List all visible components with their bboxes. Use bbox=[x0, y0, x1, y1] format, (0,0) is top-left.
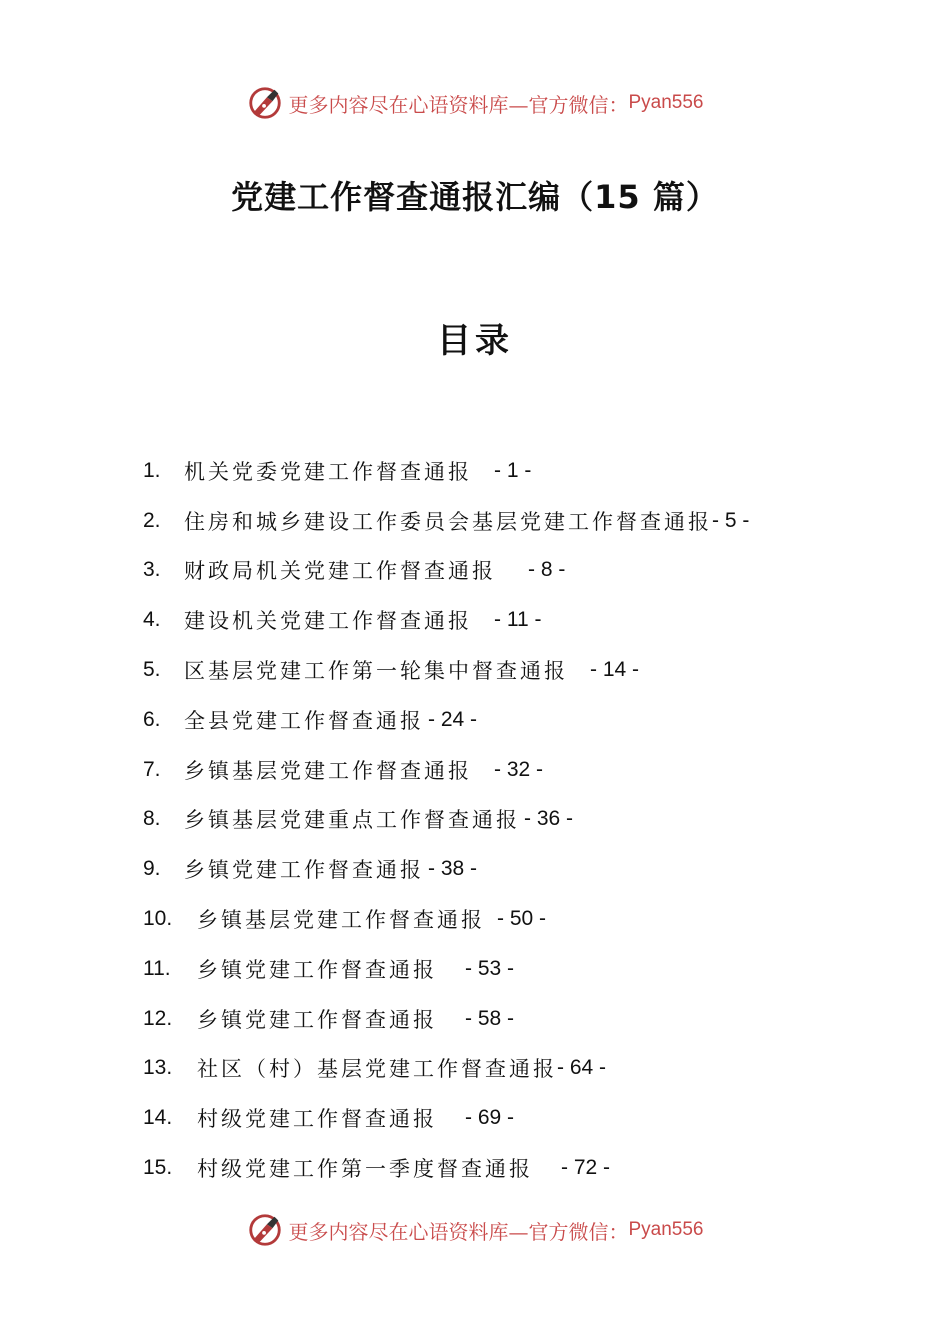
toc-entry-page-number: - 14 - bbox=[590, 658, 640, 682]
toc-entry-number: 4. bbox=[143, 608, 161, 632]
toc-entry-title: 住房和城乡建设工作委员会基层党建工作督查通报 bbox=[184, 509, 712, 534]
toc-entry[interactable] bbox=[143, 1143, 863, 1193]
toc-entry-title: 乡镇党建工作督查通报 bbox=[197, 957, 437, 982]
toc-entry[interactable] bbox=[143, 994, 863, 1044]
toc-entry[interactable] bbox=[143, 1044, 863, 1094]
toc-entry-page-number: - 38 - bbox=[428, 857, 478, 881]
toc-entry-page-number: - 58 - bbox=[465, 1006, 515, 1030]
toc-entry-number: 9. bbox=[143, 857, 161, 881]
toc-entry-number: 15. bbox=[143, 1156, 173, 1180]
toc-entry-title: 社区（村）基层党建工作督查通报 bbox=[197, 1057, 557, 1082]
toc-entry-title: 村级党建工作第一季度督查通报 bbox=[197, 1157, 533, 1182]
toc-entry-number: 1. bbox=[143, 458, 161, 482]
table-of-contents bbox=[143, 446, 863, 1193]
toc-entry-page-number: - 72 - bbox=[561, 1156, 611, 1180]
watermark-text: 更多内容尽在心语资料库—官方微信： bbox=[288, 1219, 629, 1244]
toc-entry-page-number: - 53 - bbox=[465, 956, 515, 980]
toc-entry-page-number: - 36 - bbox=[524, 807, 574, 831]
toc-entry-title: 建设机关党建工作督查通报 bbox=[184, 609, 472, 634]
toc-entry-page-number: - 11 - bbox=[494, 608, 542, 632]
toc-entry-title: 乡镇基层党建工作督查通报 bbox=[184, 758, 472, 783]
toc-entry[interactable] bbox=[143, 1093, 863, 1143]
toc-entry-title: 乡镇党建工作督查通报 bbox=[197, 1007, 437, 1032]
toc-entry-title: 区基层党建工作第一轮集中督查通报 bbox=[184, 659, 568, 684]
toc-entry[interactable] bbox=[143, 496, 863, 546]
toc-entry-title: 乡镇基层党建工作督查通报 bbox=[197, 908, 485, 933]
toc-entry-number: 13. bbox=[143, 1056, 173, 1080]
toc-entry-number: 5. bbox=[143, 658, 161, 682]
toc-entry-title: 乡镇基层党建重点工作督查通报 bbox=[184, 808, 520, 833]
watermark-wechat-id: Pyan556 bbox=[628, 1219, 704, 1240]
toc-entry-page-number: - 1 - bbox=[494, 458, 532, 482]
toc-entry[interactable] bbox=[143, 894, 863, 944]
pen-nib-logo-icon bbox=[246, 1211, 284, 1249]
toc-entry[interactable] bbox=[143, 446, 863, 496]
toc-entry-title: 乡镇党建工作督查通报 bbox=[184, 858, 424, 883]
watermark-wechat-id: Pyan556 bbox=[628, 92, 704, 113]
toc-entry[interactable] bbox=[143, 645, 863, 695]
toc-entry-number: 6. bbox=[143, 707, 161, 731]
toc-entry-page-number: - 24 - bbox=[428, 707, 478, 731]
toc-entry-title: 财政局机关党建工作督查通报 bbox=[184, 559, 496, 584]
toc-entry[interactable] bbox=[143, 595, 863, 645]
toc-entry-page-number: - 50 - bbox=[497, 907, 547, 931]
toc-entry-number: 8. bbox=[143, 807, 161, 831]
toc-entry-number: 7. bbox=[143, 757, 161, 781]
toc-entry[interactable] bbox=[143, 745, 863, 795]
toc-entry-number: 14. bbox=[143, 1106, 173, 1130]
toc-entry-page-number: - 64 - bbox=[557, 1056, 607, 1080]
toc-entry-number: 3. bbox=[143, 558, 161, 582]
document-title: 党建工作督查通报汇编（15 篇） bbox=[231, 178, 719, 216]
toc-entry[interactable] bbox=[143, 944, 863, 994]
toc-entry[interactable] bbox=[143, 844, 863, 894]
toc-entry[interactable] bbox=[143, 546, 863, 596]
toc-entry-number: 2. bbox=[143, 508, 161, 532]
toc-entry-title: 全县党建工作督查通报 bbox=[184, 708, 424, 733]
toc-entry-page-number: - 69 - bbox=[465, 1106, 515, 1130]
header-watermark bbox=[0, 84, 950, 122]
watermark-text: 更多内容尽在心语资料库—官方微信： bbox=[288, 92, 629, 117]
toc-entry[interactable] bbox=[143, 795, 863, 845]
toc-entry-title: 机关党委党建工作督查通报 bbox=[184, 459, 472, 484]
toc-entry-number: 12. bbox=[143, 1006, 173, 1030]
toc-entry-page-number: - 8 - bbox=[528, 558, 566, 582]
toc-entry-number: 10. bbox=[143, 907, 173, 931]
toc-heading: 目录 bbox=[437, 321, 513, 361]
toc-entry-page-number: - 32 - bbox=[494, 757, 544, 781]
footer-watermark bbox=[0, 1211, 950, 1249]
toc-entry[interactable] bbox=[143, 695, 863, 745]
toc-entry-page-number: - 5 - bbox=[712, 508, 750, 532]
toc-entry-title: 村级党建工作督查通报 bbox=[197, 1107, 437, 1132]
pen-nib-logo-icon bbox=[246, 84, 284, 122]
toc-entry-number: 11. bbox=[143, 956, 171, 980]
